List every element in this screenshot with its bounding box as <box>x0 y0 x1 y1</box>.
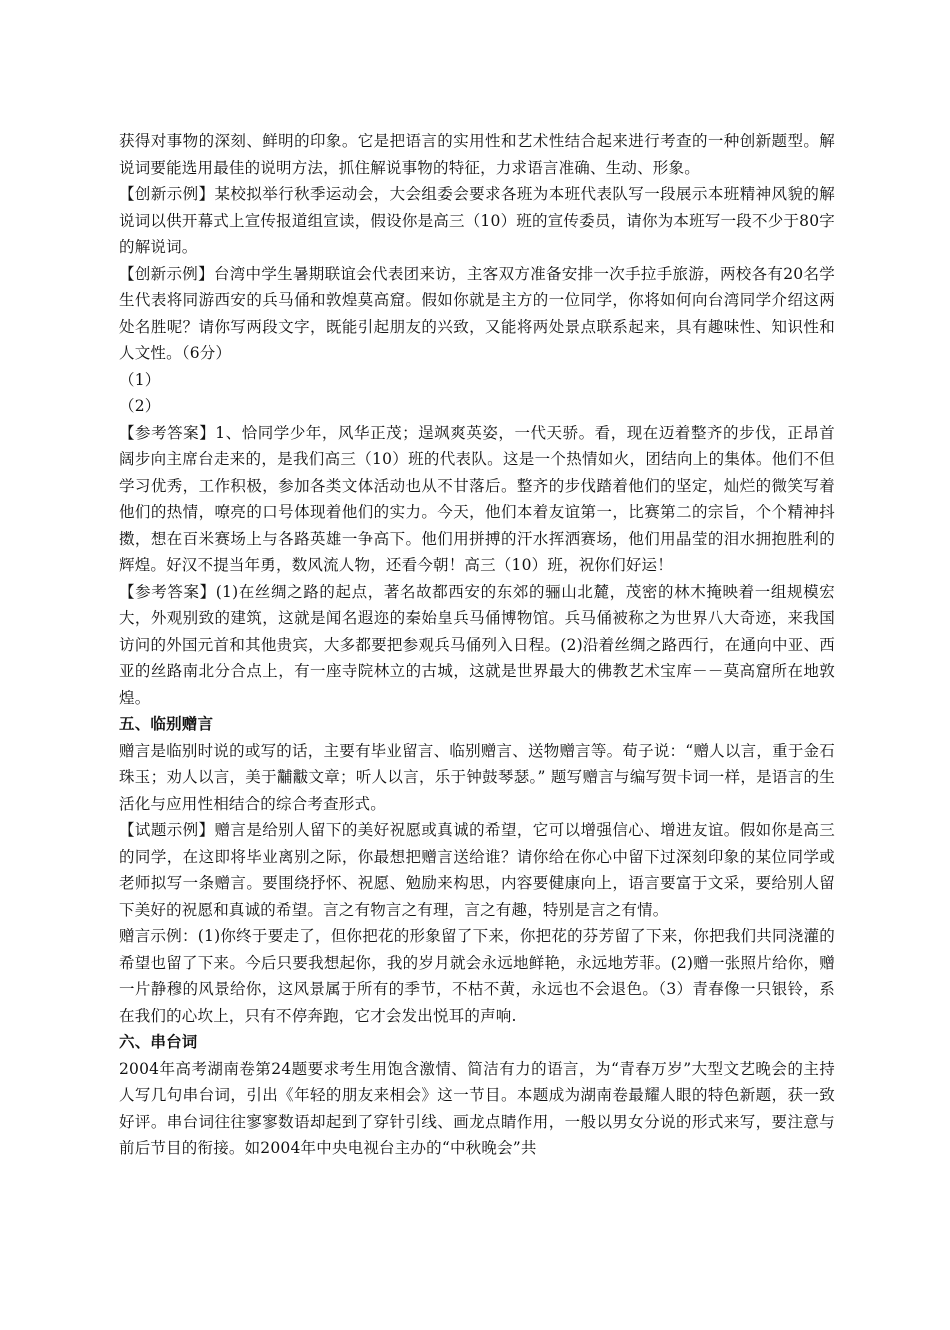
section-heading-host-lines: 六、串台词 <box>119 1033 198 1051</box>
document-page <box>119 128 835 1162</box>
paragraph-blank-1: （1） <box>119 370 161 389</box>
paragraph-reference-answer-1: 【参考答案】1、恰同学少年，风华正茂；逞飒爽英姿，一代天骄。看，现在迈着整齐的步伐，正昂首阔步向主席台走来的，是我们高三（10）班的代表队。这是一个热情如火，团结向上的集体。他们不但学习优秀，工作积极，参加各类文体活动也从不甘落后。整齐的步伐踏着他们的坚定，灿烂的微笑写着他们的热情，嘹亮的口号体现着他们的实力。今天，他们本着友谊第一，比赛第二的宗旨，个个精神抖擞，想在百米赛场上与各路英雄一争高下。他们用拼搏的汗水挥洒赛场，他们用晶莹的泪水拥抱胜利的辉煌。好汉不提当年勇，数风流人物，还看今朝！高三（10）班，祝你们好运！ <box>119 423 835 574</box>
paragraph-blank-2: （2） <box>119 397 161 415</box>
paragraph-farewell-question: 【试题示例】赠言是给别人留下的美好祝愿或真诚的希望，它可以增强信心、增进友谊。假如你是高三的同学，在这即将毕业离别之际，你最想把赠言送给谁？请你给在你心中留下过深刻印象的某位同学或老师拟写一条赠言。要围绕抒怀、祝愿、勉励来构思，内容要健康向上，语言要富于文采，要给别人留下美好的祝愿和真诚的希望。言之有物言之有理，言之有趣，特别是言之有情。 <box>119 821 835 919</box>
paragraph-innovation-example-1: 【创新示例】某校拟举行秋季运动会，大会组委会要求各班为本班代表队写一段展示本班精神风貌的解说词以供开幕式上宣传报道组宣读，假设你是高三（10）班的宣传委员，请你为本班写一段不少于80字的解说词。 <box>119 185 835 256</box>
paragraph-reference-answer-2: 【参考答案】(1)在丝绸之路的起点，著名故都西安的东郊的骊山北麓，茂密的林木掩映着一组规模宏大，外观别致的建筑，这就是闻名遐迩的秦始皇兵马俑博物馆。兵马俑被称之为世界八大奇迹，来我国访问的外国元首和其他贵宾，大多都要把参观兵马俑列入日程。(2)沿着丝绸之路西行，在通向中亚、西亚的丝路南北分合点上，有一座寺院林立的古城，这就是世界最大的佛教艺术宝库－－莫高窟所在地敦煌。 <box>119 582 835 707</box>
paragraph-intro-continued: 获得对事物的深刻、鲜明的印象。它是把语言的实用性和艺术性结合起来进行考查的一种创新题型。解说词要能选用最佳的说明方法，抓住解说事物的特征，力求语言准确、生动、形象。 <box>119 132 835 177</box>
section-heading-farewell: 五、临别赠言 <box>119 715 214 733</box>
paragraph-farewell-intro: 赠言是临别时说的或写的话，主要有毕业留言、临别赠言、送物赠言等。荀子说：“赠人以言，重于金石珠玉；劝人以言，美于黼黻文章；听人以言，乐于钟鼓琴瑟。” 题写赠言与编写贺卡词一样，是语言的生活化与应用性相结合的综合考查形式。 <box>119 741 835 813</box>
paragraph-host-lines-intro: 2004年高考湖南卷第24题要求考生用饱含激情、简洁有力的语言，为“青春万岁”大型文艺晚会的主持人写几句串台词，引出《年轻的朋友来相会》这一节目。本题成为湖南卷最耀人眼的特色新题，获一致好评。串台词往往寥寥数语却起到了穿针引线、画龙点睛作用，一般以男女分说的形式来写，要注意与前后节目的衔接。如2004年中央电视台主办的“中秋晚会”共 <box>119 1059 835 1157</box>
paragraph-innovation-example-2: 【创新示例】台湾中学生暑期联谊会代表团来访，主客双方准备安排一次手拉手旅游，两校各有20名学生代表将同游西安的兵马俑和敦煌莫高窟。假如你就是主方的一位同学，你将如何向台湾同学介绍这两处名胜呢？请你写两段文字，既能引起朋友的兴致，又能将两处景点联系起来，具有趣味性、知识性和人文性。（6分） <box>119 264 835 362</box>
paragraph-farewell-examples: 赠言示例：(1)你终于要走了，但你把花的形象留了下来，你把花的芬芳留了下来，你把我们共同浇灌的希望也留了下来。今后只要我想起你，我的岁月就会永远地鲜艳，永远地芳菲。(2)赠一张照片给你，赠一片静穆的风景给你，这风景属于所有的季节，不枯不黄，永远也不会退色。（3）青春像一只银铃，系在我们的心坎上，只有不停奔跑，它才会发出悦耳的声响. <box>119 927 835 1025</box>
